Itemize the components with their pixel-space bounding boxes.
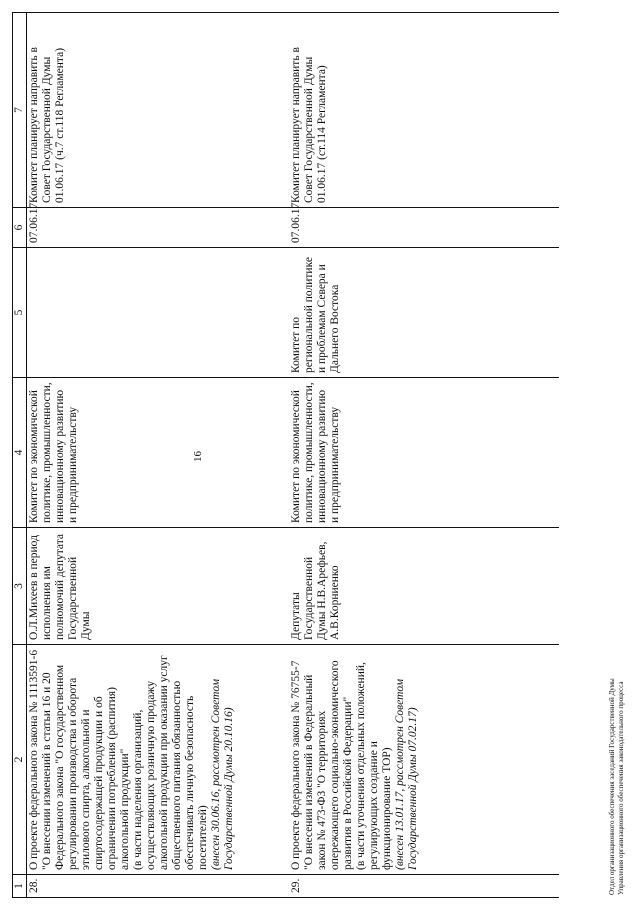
row-number: 28. [27, 875, 289, 898]
initiator-cell: Депутаты Государственной Думы Н.В.Арефьев, А.В.Корниенко [289, 528, 559, 645]
remark-cell: Комитет планирует направить в Совет Государственной Думы 01.06.17 (ч.7 ст.118 Регламента) [27, 13, 289, 208]
bill-intro: (внесен 30.06.16, рассмотрен Советом Государственной Думы 20.10.16) [210, 678, 235, 870]
page-number: 16 [192, 451, 204, 462]
footer-note [608, 678, 625, 895]
remark-cell: Комитет планирует направить в Совет Государственной Думы 01.06.17 (ст.114 Регламента) [289, 13, 559, 208]
initiator-cell: О.Л.Михеев в период исполнения им полномочий депутата Государственной Думы [27, 528, 289, 645]
footer-line: Управления организационного обеспечения законодательного процесса [616, 681, 625, 895]
committee-cell: Комитет по экономической политике, промышленности, инновационному развитию и предпринимательству [27, 378, 289, 528]
date-cell: 07.06.17 [289, 208, 559, 248]
date-cell: 07.06.17 [27, 208, 289, 248]
column-header: 5 [13, 248, 27, 378]
table-row [27, 13, 289, 898]
agenda-table [12, 12, 559, 898]
bill-title: О проекте федерального закона № 1113591-6 "О внесении изменений в статьи 16 и 20 Федерального закона "О государственном регулировании производства и оборота этилового спирта, алкогольной и спиртосодержащей продукции и об ограничении потребления (распития) алкогольной продукции" [28, 649, 131, 870]
bill-title: О проекте федерального закона № 76755-7 "О внесении изменений в Федеральный закон № 473-ФЗ "О территориях опережающего социально-экономического развития в Российской Федерации" [289, 660, 354, 870]
row-number: 29. [289, 875, 559, 898]
column-header: 2 [13, 645, 27, 875]
column-header: 4 [13, 378, 27, 528]
bill-intro: (внесен 13.01.17, рассмотрен Советом Государственной Думы 07.02.17) [393, 678, 419, 870]
bill-note: (в части уточнения отдельных положений, регулирующих создание и функционирование ТОР) [354, 662, 393, 870]
table-row [289, 13, 559, 898]
column-header: 6 [13, 208, 27, 248]
footer-line: Отдел организационного обеспечения заседаний Государственной Думы [608, 678, 616, 895]
bill-cell [27, 645, 289, 875]
column-header: 1 [13, 875, 27, 898]
co-committee-cell: Комитет по региональной политике и проблемам Севера и Дальнего Востока [289, 248, 559, 378]
bill-cell [289, 645, 559, 875]
bill-note: (в части наделения организаций, осуществляющих розничную продажу алкогольной продукции при оказании услуг общественного питания обязанностью обеспечивать личную безопасность посетителей) [132, 655, 209, 870]
column-header: 7 [13, 13, 27, 208]
committee-cell: Комитет по экономической политике, промышленности, инновационному развитию и предпринимательству [289, 378, 559, 528]
column-header-row [13, 13, 27, 898]
column-header: 3 [13, 528, 27, 645]
co-committee-cell [27, 248, 289, 378]
